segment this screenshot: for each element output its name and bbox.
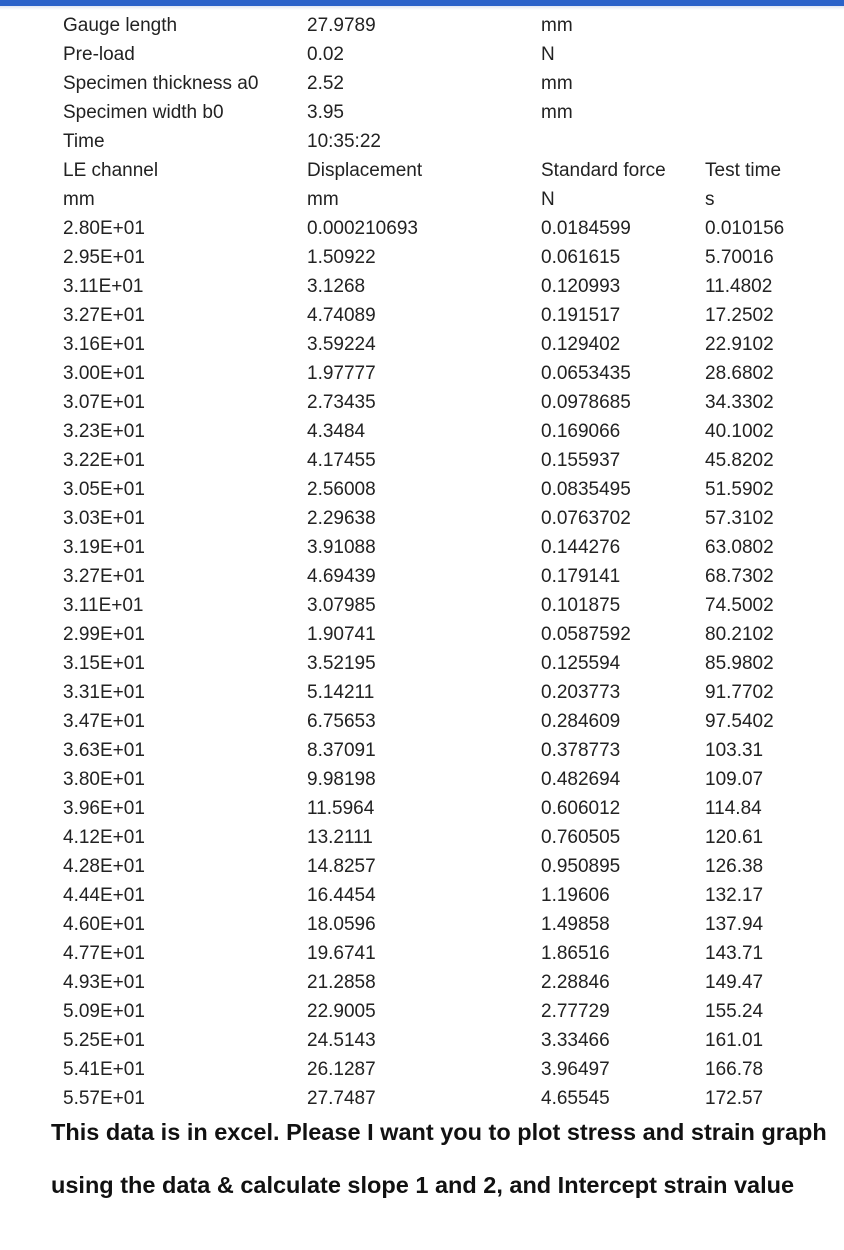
displacement-cell: 6.75653: [307, 711, 376, 732]
table-row: [0, 794, 844, 823]
displacement-cell: 0.000210693: [307, 218, 418, 239]
table-row: [0, 533, 844, 562]
le-channel-cell: 3.07E+01: [63, 392, 145, 413]
table-row: [0, 446, 844, 475]
standard-force-cell: 1.49858: [541, 914, 610, 935]
table-row: [0, 881, 844, 910]
le-channel-cell: 4.77E+01: [63, 943, 145, 964]
test-time-cell: 11.4802: [705, 276, 773, 297]
parameter-row: [0, 98, 844, 127]
test-time-cell: 28.6802: [705, 363, 774, 384]
test-time-cell: 17.2502: [705, 305, 774, 326]
standard-force-cell: 0.378773: [541, 740, 621, 761]
standard-force-cell: 0.0587592: [541, 624, 631, 645]
test-time-cell: 166.78: [705, 1059, 764, 1080]
le-channel-cell: 5.41E+01: [63, 1059, 145, 1080]
test-time-cell: 74.5002: [705, 595, 774, 616]
table-row: [0, 649, 844, 678]
le-channel-cell: 3.11E+01: [63, 276, 144, 297]
displacement-cell: 2.73435: [307, 392, 376, 413]
le-channel-cell: 3.96E+01: [63, 798, 145, 819]
table-row: [0, 243, 844, 272]
top-bar-shadow: [0, 6, 844, 10]
standard-force-cell: 0.203773: [541, 682, 621, 703]
table-row: [0, 417, 844, 446]
standard-force-cell: 0.0978685: [541, 392, 631, 413]
table-row: [0, 1026, 844, 1055]
displacement-cell: 16.4454: [307, 885, 376, 906]
parameter-label: Specimen thickness a0: [63, 73, 259, 94]
unit-test-time: s: [705, 189, 715, 210]
question-text: This data is in excel. Please I want you to plot stress and strain graph using the data & calculate slope 1 and 2, and Intercept strain value: [51, 1119, 827, 1198]
column-unit-row: [0, 185, 844, 214]
displacement-cell: 3.91088: [307, 537, 376, 558]
standard-force-cell: 0.191517: [541, 305, 621, 326]
table-row: [0, 707, 844, 736]
displacement-cell: 21.2858: [307, 972, 376, 993]
table-row: [0, 910, 844, 939]
parameter-label: Pre-load: [63, 44, 135, 65]
table-row: [0, 591, 844, 620]
displacement-cell: 1.90741: [307, 624, 376, 645]
le-channel-cell: 3.15E+01: [63, 653, 145, 674]
displacement-cell: 1.50922: [307, 247, 376, 268]
test-time-cell: 120.61: [705, 827, 764, 848]
standard-force-cell: 0.129402: [541, 334, 621, 355]
displacement-cell: 2.56008: [307, 479, 376, 500]
displacement-cell: 13.2111: [307, 827, 373, 848]
test-time-cell: 109.07: [705, 769, 764, 790]
standard-force-cell: 0.760505: [541, 827, 621, 848]
test-time-cell: 45.8202: [705, 450, 774, 471]
displacement-cell: 19.6741: [307, 943, 376, 964]
measurement-table-body: [0, 214, 844, 1113]
column-header-row: [0, 156, 844, 185]
standard-force-cell: 0.950895: [541, 856, 621, 877]
displacement-cell: 4.69439: [307, 566, 376, 587]
parameter-value: 3.95: [307, 102, 344, 123]
parameter-row: [0, 69, 844, 98]
data-sheet: [0, 11, 844, 1113]
le-channel-cell: 3.22E+01: [63, 450, 145, 471]
displacement-cell: 4.3484: [307, 421, 366, 442]
table-row: [0, 388, 844, 417]
le-channel-cell: 3.05E+01: [63, 479, 145, 500]
table-row: [0, 301, 844, 330]
column-header-le-channel: LE channel: [63, 160, 159, 181]
le-channel-cell: 4.93E+01: [63, 972, 145, 993]
standard-force-cell: 0.144276: [541, 537, 621, 558]
parameter-value: 0.02: [307, 44, 344, 65]
parameter-unit: mm: [541, 15, 573, 36]
standard-force-cell: 0.061615: [541, 247, 621, 268]
test-time-cell: 5.70016: [705, 247, 774, 268]
displacement-cell: 22.9005: [307, 1001, 376, 1022]
test-time-cell: 34.3302: [705, 392, 774, 413]
standard-force-cell: 0.179141: [541, 566, 621, 587]
table-row: [0, 678, 844, 707]
table-row: [0, 562, 844, 591]
le-channel-cell: 3.19E+01: [63, 537, 145, 558]
le-channel-cell: 4.28E+01: [63, 856, 145, 877]
le-channel-cell: 4.60E+01: [63, 914, 145, 935]
table-row: [0, 1055, 844, 1084]
test-time-cell: 80.2102: [705, 624, 774, 645]
le-channel-cell: 2.95E+01: [63, 247, 145, 268]
le-channel-cell: 5.25E+01: [63, 1030, 145, 1051]
test-time-cell: 63.0802: [705, 537, 774, 558]
unit-displacement: mm: [307, 189, 339, 210]
displacement-cell: 18.0596: [307, 914, 376, 935]
column-header-displacement: Displacement: [307, 160, 423, 181]
parameter-unit: mm: [541, 102, 573, 123]
standard-force-cell: 0.101875: [541, 595, 621, 616]
parameter-label: Time: [63, 131, 105, 152]
le-channel-cell: 3.27E+01: [63, 305, 145, 326]
table-row: [0, 823, 844, 852]
parameter-unit: mm: [541, 73, 573, 94]
test-time-cell: 132.17: [705, 885, 764, 906]
displacement-cell: 4.17455: [307, 450, 376, 471]
specimen-parameters: [0, 11, 844, 156]
table-row: [0, 359, 844, 388]
le-channel-cell: 3.27E+01: [63, 566, 145, 587]
test-time-cell: 85.9802: [705, 653, 774, 674]
displacement-cell: 4.74089: [307, 305, 376, 326]
column-header-standard-force: Standard force: [541, 160, 666, 181]
le-channel-cell: 3.63E+01: [63, 740, 145, 761]
standard-force-cell: 2.77729: [541, 1001, 610, 1022]
standard-force-cell: 0.0184599: [541, 218, 631, 239]
test-time-cell: 172.57: [705, 1088, 764, 1109]
standard-force-cell: 1.86516: [541, 943, 610, 964]
displacement-cell: 8.37091: [307, 740, 376, 761]
le-channel-cell: 2.99E+01: [63, 624, 145, 645]
test-time-cell: 114.84: [705, 798, 762, 819]
test-time-cell: 68.7302: [705, 566, 774, 587]
standard-force-cell: 0.125594: [541, 653, 621, 674]
test-time-cell: 137.94: [705, 914, 764, 935]
parameter-value: 2.52: [307, 73, 344, 94]
displacement-cell: 3.1268: [307, 276, 366, 297]
displacement-cell: 2.29638: [307, 508, 376, 529]
unit-standard-force: N: [541, 189, 555, 210]
standard-force-cell: 0.606012: [541, 798, 621, 819]
le-channel-cell: 3.47E+01: [63, 711, 145, 732]
standard-force-cell: 3.96497: [541, 1059, 610, 1080]
displacement-cell: 27.7487: [307, 1088, 376, 1109]
standard-force-cell: 3.33466: [541, 1030, 610, 1051]
parameter-row: [0, 11, 844, 40]
le-channel-cell: 3.03E+01: [63, 508, 145, 529]
displacement-cell: 11.5964: [307, 798, 375, 819]
parameter-row: [0, 40, 844, 69]
test-time-cell: 161.01: [705, 1030, 764, 1051]
table-row: [0, 475, 844, 504]
parameter-row: [0, 127, 844, 156]
le-channel-cell: 3.80E+01: [63, 769, 145, 790]
table-row: [0, 968, 844, 997]
table-row: [0, 504, 844, 533]
standard-force-cell: 0.120993: [541, 276, 621, 297]
displacement-cell: 3.52195: [307, 653, 376, 674]
standard-force-cell: 0.0653435: [541, 363, 631, 384]
le-channel-cell: 3.16E+01: [63, 334, 145, 355]
standard-force-cell: 2.28846: [541, 972, 610, 993]
standard-force-cell: 4.65545: [541, 1088, 610, 1109]
parameter-value: 10:35:22: [307, 131, 381, 152]
test-time-cell: 103.31: [705, 740, 764, 761]
table-row: [0, 620, 844, 649]
le-channel-cell: 3.11E+01: [63, 595, 144, 616]
displacement-cell: 5.14211: [307, 682, 375, 703]
le-channel-cell: 5.09E+01: [63, 1001, 145, 1022]
table-row: [0, 330, 844, 359]
le-channel-cell: 4.12E+01: [63, 827, 145, 848]
standard-force-cell: 0.284609: [541, 711, 621, 732]
column-header-test-time: Test time: [705, 160, 782, 181]
test-time-cell: 149.47: [705, 972, 764, 993]
standard-force-cell: 0.169066: [541, 421, 621, 442]
standard-force-cell: 0.155937: [541, 450, 621, 471]
le-channel-cell: 3.23E+01: [63, 421, 145, 442]
le-channel-cell: 3.00E+01: [63, 363, 145, 384]
table-row: [0, 997, 844, 1026]
parameter-value: 27.9789: [307, 15, 376, 36]
table-row: [0, 736, 844, 765]
displacement-cell: 3.07985: [307, 595, 376, 616]
standard-force-cell: 0.482694: [541, 769, 621, 790]
test-time-cell: 57.3102: [705, 508, 774, 529]
standard-force-cell: 0.0763702: [541, 508, 631, 529]
test-time-cell: 22.9102: [705, 334, 774, 355]
test-time-cell: 91.7702: [705, 682, 774, 703]
test-time-cell: 155.24: [705, 1001, 764, 1022]
test-time-cell: 126.38: [705, 856, 764, 877]
test-time-cell: 97.5402: [705, 711, 774, 732]
parameter-unit: N: [541, 44, 555, 65]
table-row: [0, 765, 844, 794]
table-row: [0, 852, 844, 881]
displacement-cell: 26.1287: [307, 1059, 376, 1080]
test-time-cell: 0.010156: [705, 218, 785, 239]
parameter-label: Specimen width b0: [63, 102, 224, 123]
test-time-cell: 40.1002: [705, 421, 774, 442]
unit-le-channel: mm: [63, 189, 95, 210]
le-channel-cell: 3.31E+01: [63, 682, 145, 703]
table-row: [0, 214, 844, 243]
le-channel-cell: 2.80E+01: [63, 218, 145, 239]
le-channel-cell: 5.57E+01: [63, 1088, 145, 1109]
test-time-cell: 51.5902: [705, 479, 774, 500]
test-time-cell: 143.71: [705, 943, 764, 964]
parameter-label: Gauge length: [63, 15, 178, 36]
standard-force-cell: 0.0835495: [541, 479, 631, 500]
displacement-cell: 24.5143: [307, 1030, 376, 1051]
displacement-cell: 9.98198: [307, 769, 376, 790]
standard-force-cell: 1.19606: [541, 885, 610, 906]
table-row: [0, 272, 844, 301]
table-row: [0, 939, 844, 968]
le-channel-cell: 4.44E+01: [63, 885, 145, 906]
displacement-cell: 1.97777: [307, 363, 376, 384]
displacement-cell: 3.59224: [307, 334, 376, 355]
displacement-cell: 14.8257: [307, 856, 376, 877]
